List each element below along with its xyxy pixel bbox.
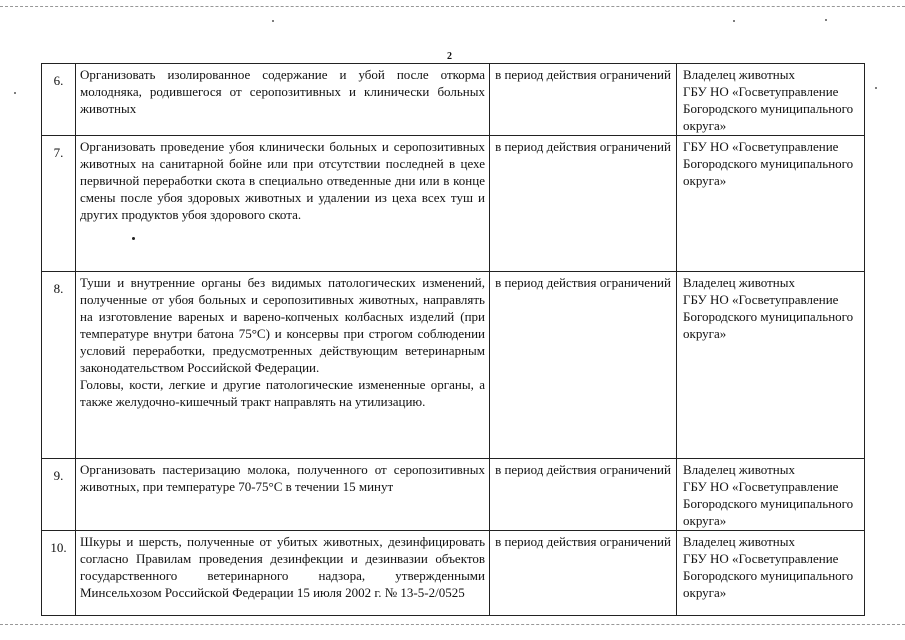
- measure-responsible: [677, 136, 865, 272]
- measure-paragraph: Шкуры и шерсть, полученные от убитых животных, дезинфицировать согласно Правилам проведения дезинфекции и дезинвазии объектов государственного ветеринарного надзора, утвержденными Минсельхозом Российской Федерации 15 июля 2002 г. № 13-5-2/0525: [80, 534, 485, 600]
- measure-responsible: [677, 459, 865, 531]
- responsible-line: Владелец животных: [683, 534, 795, 549]
- scan-artifact-top-line: [0, 6, 905, 7]
- scan-dot: [132, 237, 135, 240]
- scan-speck: [733, 20, 735, 22]
- measure-text: [76, 272, 490, 459]
- table-row: [42, 272, 865, 459]
- responsible-line: Владелец животных: [683, 275, 795, 290]
- measure-paragraph: Организовать проведение убоя клинически больных и серопозитивных животных на санитарной бойне или при отсутствии последней в цехе первичной переработки скота в специально отведенные дни или в конце смены после убоя здоровых животных и удалении из цеха всех туш и других продуктов убоя здорового скота.: [80, 139, 485, 222]
- responsible-line: ГБУ НО «Госветуправление Богородского муниципального округа»: [683, 84, 854, 133]
- scan-speck: [272, 20, 274, 22]
- scan-speck: [825, 19, 827, 21]
- measure-term: в период действия ограничений: [490, 272, 677, 459]
- measure-paragraph: Организовать изолированное содержание и убой после откорма молодняка, родившегося от серопозитивных и клинически больных животных: [80, 67, 485, 116]
- measures-table: [41, 63, 865, 616]
- measure-responsible: [677, 272, 865, 459]
- measure-term: в период действия ограничений: [490, 531, 677, 616]
- measure-responsible: [677, 531, 865, 616]
- table-row: [42, 459, 865, 531]
- measure-paragraph: Головы, кости, легкие и другие патологические измененные органы, а также желудочно-кишечный тракт направлять на утилизацию.: [80, 377, 485, 409]
- table-row: [42, 64, 865, 136]
- scan-speck: [875, 87, 877, 89]
- measure-text: [76, 64, 490, 136]
- measure-text: [76, 459, 490, 531]
- table-row: [42, 136, 865, 272]
- responsible-line: ГБУ НО «Госветуправление Богородского муниципального округа»: [683, 139, 854, 188]
- responsible-line: ГБУ НО «Госветуправление Богородского муниципального округа»: [683, 292, 854, 341]
- measure-term: в период действия ограничений: [490, 64, 677, 136]
- responsible-line: ГБУ НО «Госветуправление Богородского муниципального округа»: [683, 551, 854, 600]
- row-number: 9.: [42, 459, 76, 531]
- scan-speck: [14, 92, 16, 94]
- table-row: [42, 531, 865, 616]
- row-number: 8.: [42, 272, 76, 459]
- row-number: 6.: [42, 64, 76, 136]
- responsible-line: Владелец животных: [683, 67, 795, 82]
- measure-term: в период действия ограничений: [490, 136, 677, 272]
- responsible-line: Владелец животных: [683, 462, 795, 477]
- measure-text: [76, 136, 490, 272]
- scan-artifact-bottom-line: [0, 624, 905, 625]
- row-number: 10.: [42, 531, 76, 616]
- measure-term: в период действия ограничений: [490, 459, 677, 531]
- page-number: 2: [447, 51, 452, 62]
- row-number: 7.: [42, 136, 76, 272]
- measure-paragraph: Организовать пастеризацию молока, полученного от серопозитивных животных, при температуре 70-75°С в течении 15 минут: [80, 462, 485, 494]
- responsible-line: ГБУ НО «Госветуправление Богородского муниципального округа»: [683, 479, 854, 528]
- measure-text: [76, 531, 490, 616]
- measure-paragraph: Туши и внутренние органы без видимых патологических изменений, полученные от убоя больных и серопозитивных животных, направлять на изготовление вареных и варено-копченых колбасных изделий (при температуре внутри батона 75°С) и консервы при строгом соблюдении условий переработки, предусмотренных действующим ветеринарным законодательством Российской Федерации.: [80, 275, 485, 375]
- measure-responsible: [677, 64, 865, 136]
